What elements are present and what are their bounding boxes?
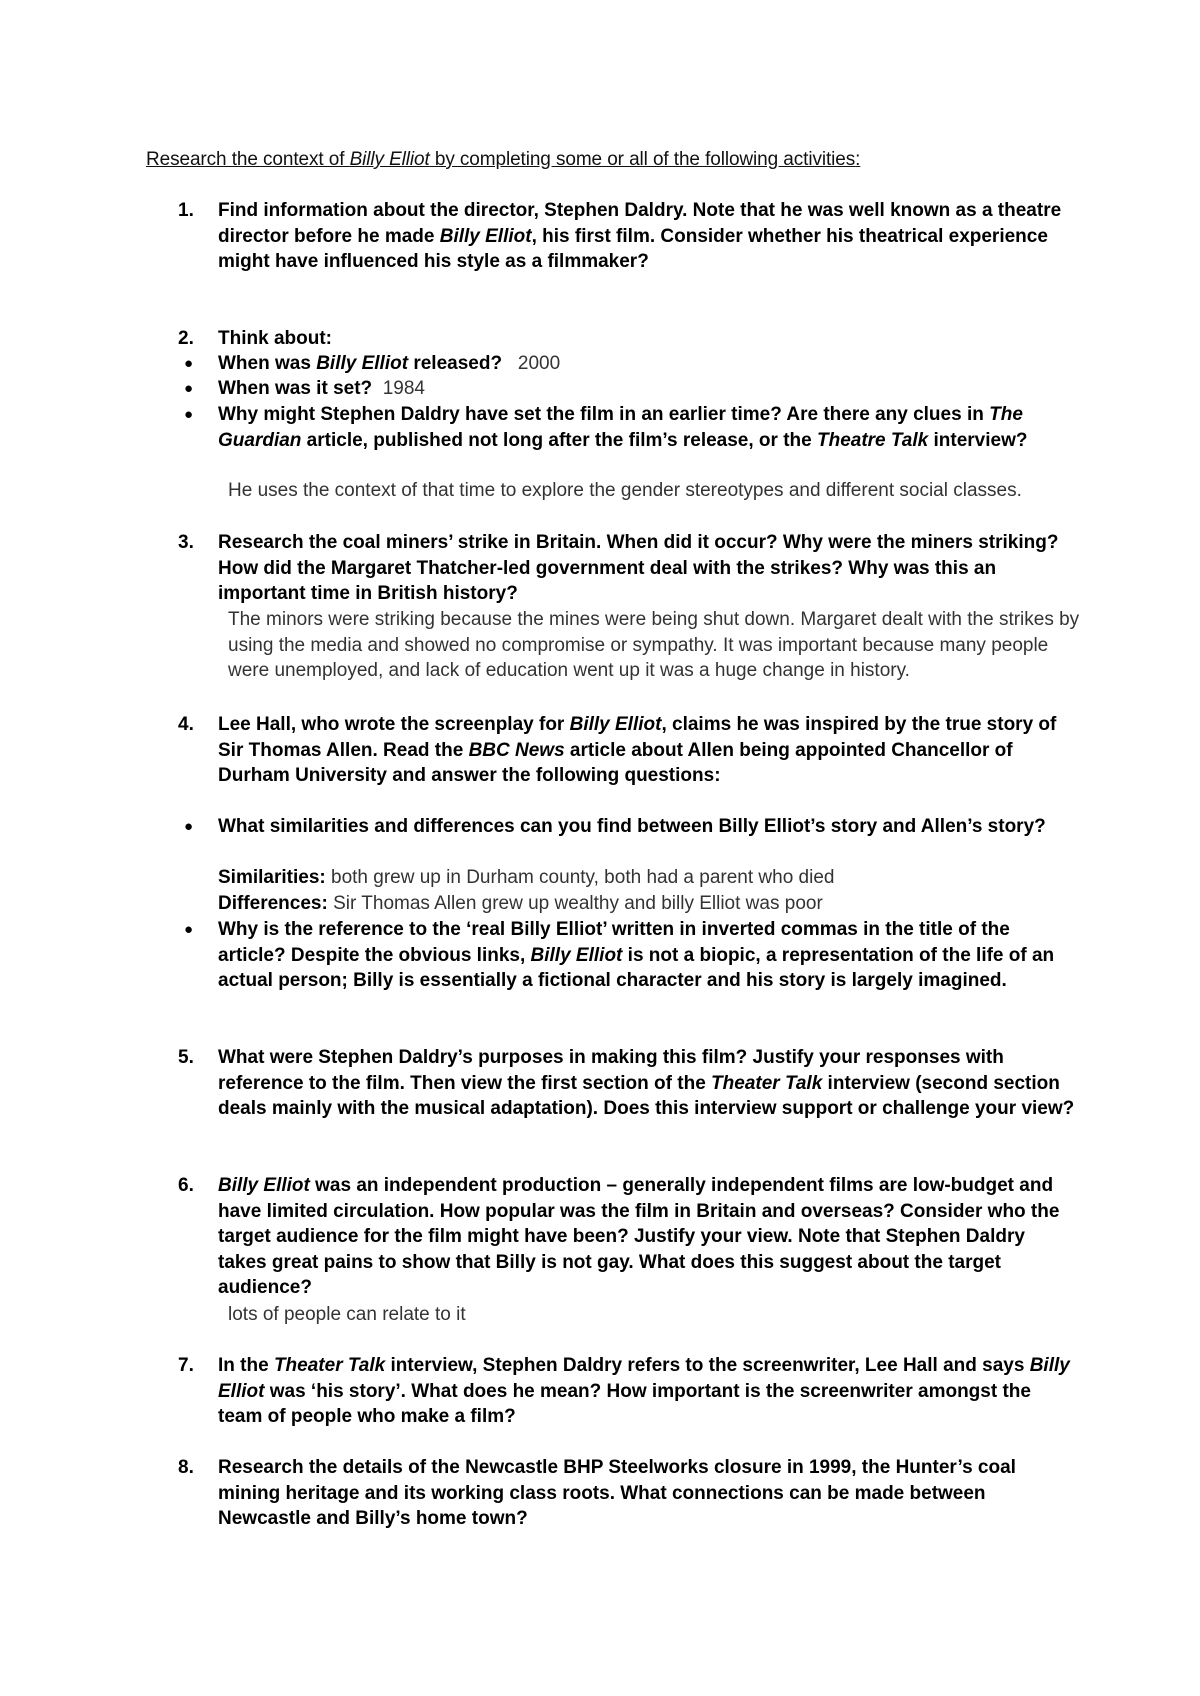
bullet-icon: ● xyxy=(184,406,194,423)
question-7-text: In the Theater Talk interview, Stephen Daldry refers to the screenwriter, Lee Hall and says Billy Elliot was ‘his story’. What does he mean? How important is the screenwriter amongst the team of people who make a film? xyxy=(218,1355,1070,1427)
bullet-icon: ● xyxy=(184,355,194,372)
question-3-number: 3. xyxy=(178,532,194,553)
question-4-text: Lee Hall, who wrote the screenplay for Billy Elliot, claims he was inspired by the true story of Sir Thomas Allen. Read the BBC News article about Allen being appointed Chancellor of Durham University and answer the following questions: xyxy=(218,714,1057,786)
bullet-icon: ● xyxy=(184,921,194,938)
question-4-bullet-2: Why is the reference to the ‘real Billy Elliot’ written in inverted commas in the title of the article? Despite the obvious links, Billy Elliot is not a biopic, a representation of the life of an actual person; Billy is essentially a fictional character and his story is largely imagined. xyxy=(218,919,1055,991)
question-5-number: 5. xyxy=(178,1047,194,1068)
question-6-text: Billy Elliot was an independent production – generally independent films are low-budget and have limited circulation. How popular was the film in Britain and overseas? Consider who the target audience for the film might have been? Justify your view. Note that Stephen Daldry takes great pains to show that Billy is not gay. What does this suggest about the target audience? xyxy=(218,1175,1060,1298)
similarities-answer: Similarities: both grew up in Durham county, both had a parent who died xyxy=(218,867,835,888)
question-1-text: Find information about the director, Stephen Daldry. Note that he was well known as a theatre director before he made Billy Elliot, his first film. Consider whether his theatrical experience might have influenced his style as a filmmaker? xyxy=(218,200,1062,272)
worksheet-heading: Research the context of Billy Elliot by completing some or all of the following activities: xyxy=(146,149,861,170)
question-8-text: Research the details of the Newcastle BHP Steelworks closure in 1999, the Hunter’s coal mining heritage and its working class roots. What connections can be made between Newcastle and Billy’s home town? xyxy=(218,1457,1016,1529)
question-6-answer: lots of people can relate to it xyxy=(228,1304,466,1325)
question-1-number: 1. xyxy=(178,200,194,221)
question-3-text: Research the coal miners’ strike in Britain. When did it occur? Why were the miners striking? How did the Margaret Thatcher-led government deal with the strikes? Why was this an important time in British history? xyxy=(218,532,1059,604)
question-2-answer: He uses the context of that time to explore the gender stereotypes and different social classes. xyxy=(228,480,1022,501)
question-2-number: 2. xyxy=(178,328,194,349)
question-3-answer: The minors were striking because the mines were being shut down. Margaret dealt with the strikes by using the media and showed no compromise or sympathy. It was important because many people were unemployed, and lack of education went up it was a huge change in history. xyxy=(228,609,1080,681)
question-2-bullet-2: When was it set? 1984 xyxy=(218,378,425,399)
question-4-bullet-1: What similarities and differences can you find between Billy Elliot’s story and Allen’s story? xyxy=(218,816,1046,837)
question-4-number: 4. xyxy=(178,714,194,735)
release-year-answer: 2000 xyxy=(517,353,561,374)
bullet-icon: ● xyxy=(184,380,194,397)
question-2-intro: Think about: xyxy=(218,328,332,349)
question-8-number: 8. xyxy=(178,1457,194,1478)
differences-answer: Differences: Sir Thomas Allen grew up wealthy and billy Elliot was poor xyxy=(218,893,823,914)
question-5-text: What were Stephen Daldry’s purposes in making this film? Justify your responses with reference to the film. Then view the first section of the Theater Talk interview (second section deals mainly with the musical adaptation). Does this interview support or challenge your view? xyxy=(218,1047,1075,1119)
question-2-bullet-1: When was Billy Elliot released? 2000 xyxy=(218,353,561,374)
setting-year-answer: 1984 xyxy=(382,378,425,399)
question-2-bullet-3: Why might Stephen Daldry have set the film in an earlier time? Are there any clues in The Guardian article, published not long after the film’s release, or the Theatre Talk interview? xyxy=(218,404,1028,451)
bullet-icon: ● xyxy=(184,818,194,835)
question-7-number: 7. xyxy=(178,1355,194,1376)
question-6-number: 6. xyxy=(178,1175,194,1196)
